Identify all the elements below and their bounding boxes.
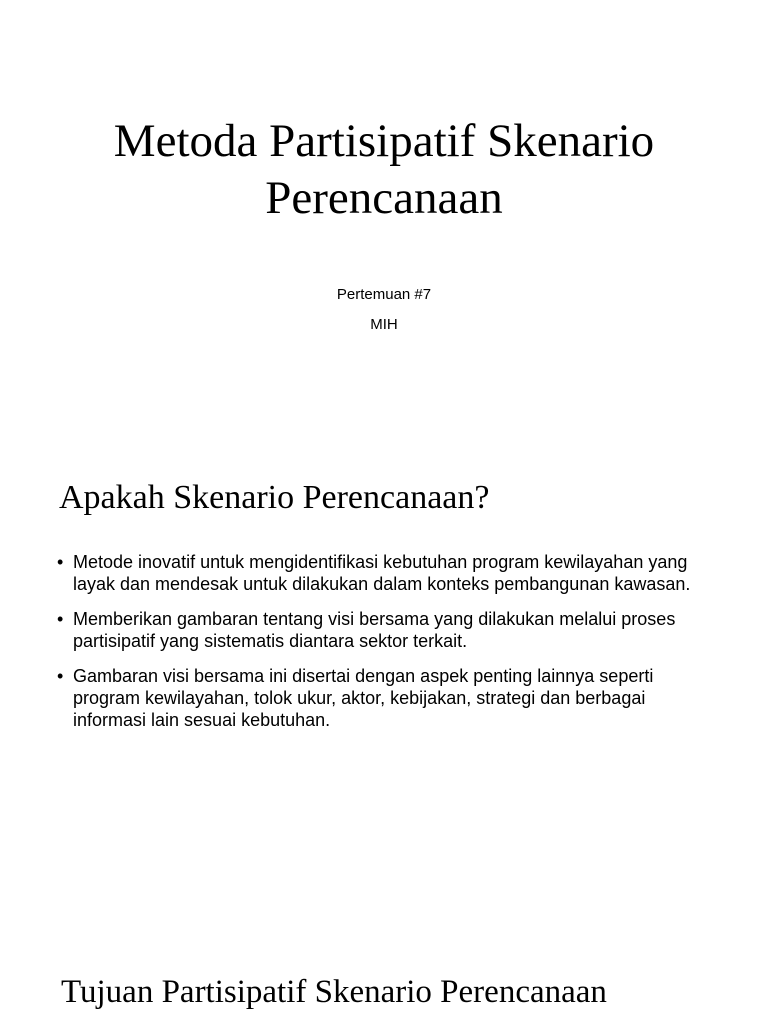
bullet-marker: • bbox=[57, 552, 64, 572]
presentation-title bbox=[0, 113, 768, 227]
section-heading: Apakah Skenario Perencanaan? bbox=[59, 479, 490, 516]
bullet-text: Metode inovatif untuk mengidentifikasi kebutuhan program kewilayahan yang layak dan mendesak untuk dilakukan dalam konteks pembangunan kawasan. bbox=[73, 552, 691, 594]
author-initials: MIH bbox=[370, 316, 398, 333]
bullet-list bbox=[57, 551, 717, 744]
presentation-title-line-1: Metoda Partisipatif Skenario bbox=[113, 115, 655, 167]
bullet-item bbox=[57, 551, 717, 595]
bullet-text: Gambaran visi bersama ini disertai dengan aspek penting lainnya seperti program kewilayahan, tolok ukur, aktor, kebijakan, strategi dan berbagai informasi lain sesuai kebutuhan. bbox=[73, 666, 654, 730]
next-section-heading: Tujuan Partisipatif Skenario Perencanaan bbox=[61, 974, 607, 1010]
bullet-marker: • bbox=[57, 609, 64, 629]
bullet-item bbox=[57, 665, 717, 731]
content-slide bbox=[0, 430, 768, 950]
next-slide bbox=[0, 950, 768, 1024]
meeting-number: Pertemuan #7 bbox=[336, 286, 432, 303]
bullet-item bbox=[57, 608, 717, 652]
title-slide bbox=[0, 0, 768, 430]
presentation-subtitle bbox=[0, 280, 768, 340]
bullet-text: Memberikan gambaran tentang visi bersama yang dilakukan melalui proses partisipatif yang sistematis diantara sektor terkait. bbox=[73, 609, 676, 651]
bullet-marker: • bbox=[57, 666, 64, 686]
presentation-title-line-2: Perencanaan bbox=[265, 172, 503, 224]
